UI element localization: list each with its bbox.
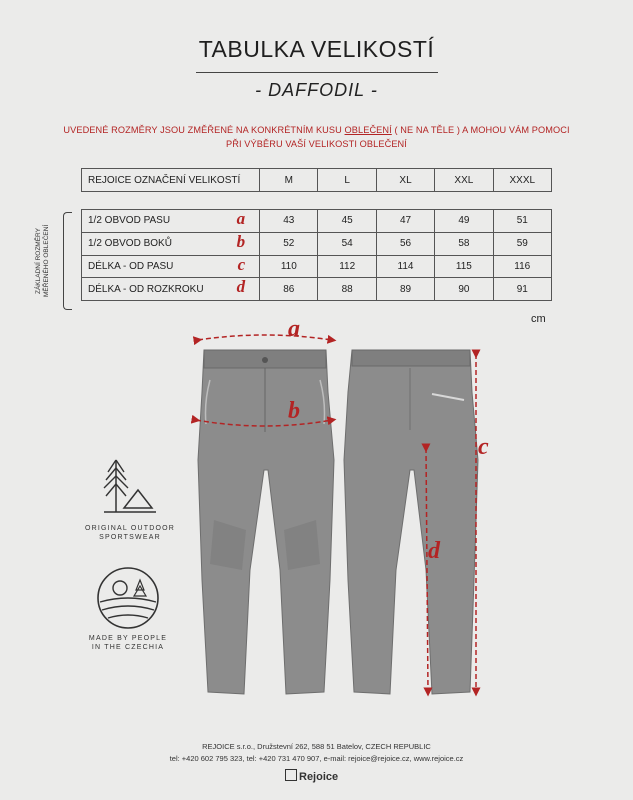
outdoor-line-2: SPORTSWEAR (99, 534, 161, 541)
table-cell: 88 (318, 278, 376, 301)
table-cell: 52 (260, 232, 318, 255)
table-cell: 43 (260, 210, 318, 233)
czech-badge-text (58, 634, 198, 652)
notice-text-3: PŘI VÝBĚRU VAŠÍ VELIKOSTI OBLEČENÍ (226, 139, 407, 149)
table-cell: 49 (435, 210, 493, 233)
table-row (82, 255, 552, 278)
table-cell: 110 (260, 255, 318, 278)
notice-text-2: ( NE NA TĚLE ) A MOHOU VÁM POMOCI (391, 125, 570, 135)
table-cell: 116 (493, 255, 551, 278)
product-name: - DAFFODIL - (255, 80, 378, 100)
row-letter: a (236, 209, 246, 228)
table-cell: 89 (376, 278, 434, 301)
table-cell: 112 (318, 255, 376, 278)
czech-line-2: IN THE CZECHIA (91, 644, 165, 651)
row-label (82, 278, 260, 301)
row-letter: b (236, 231, 246, 251)
page-title: TABULKA VELIKOSTÍ (198, 36, 435, 62)
company-contacts: tel: +420 602 795 323, tel: +420 731 470 907, e-mail: rejoice@rejoice.cz, www.rejoice.cz (169, 754, 464, 763)
outdoor-line-1: ORIGINAL OUTDOOR (84, 525, 176, 532)
measure-c-letter: c (478, 434, 489, 460)
front-pants (198, 350, 334, 694)
czech-line-1: MADE BY PEOPLE (88, 635, 168, 642)
title-divider (196, 72, 438, 73)
back-pants (344, 350, 478, 694)
table-cell: 58 (435, 232, 493, 255)
row-label (82, 210, 260, 233)
unit-label: cm (531, 313, 546, 325)
size-header-table (81, 168, 552, 192)
measure-d-letter: d (428, 538, 440, 564)
table-row (82, 210, 552, 233)
size-header-cell: XL (376, 169, 434, 192)
size-header-cell: L (318, 169, 376, 192)
measurement-notice (60, 123, 573, 151)
measurement-table (81, 209, 552, 301)
outdoor-badge-text (60, 524, 200, 542)
logo-text: Rejoice (299, 771, 339, 783)
row-letter: c (237, 254, 246, 274)
row-letter: d (236, 277, 246, 297)
logo-mark-icon (285, 769, 297, 781)
table-cell: 47 (376, 210, 434, 233)
measure-a-arrow (198, 335, 332, 340)
row-label (82, 255, 260, 278)
table-row (82, 278, 552, 301)
measure-a-letter: a (288, 316, 300, 342)
row-label-text: 1/2 OBVOD PASU (88, 215, 171, 227)
table-cell: 90 (435, 278, 493, 301)
row-label-text: DÉLKA - OD ROZKROKU (88, 283, 204, 295)
row-label-text: 1/2 OBVOD BOKŮ (88, 238, 172, 250)
notice-text-1: UVEDENÉ ROZMĚRY JSOU ZMĚŘENÉ NA KONKRÉTNÍM KUSU (63, 125, 345, 135)
table-cell: 91 (493, 278, 551, 301)
company-address: REJOICE s.r.o., Družstevní 262, 588 51 Batelov, CZECH REPUBLIC (202, 742, 431, 751)
table-cell: 114 (376, 255, 434, 278)
table-cell: 115 (435, 255, 493, 278)
pants-diagram (180, 320, 520, 710)
landscape-circle-icon (96, 566, 160, 630)
row-label-text: DÉLKA - OD PASU (88, 260, 174, 272)
table-cell: 86 (260, 278, 318, 301)
tent-tree-icon (100, 456, 160, 518)
table-row (82, 232, 552, 255)
table-cell: 54 (318, 232, 376, 255)
size-header-cell: M (260, 169, 318, 192)
row-label (82, 232, 260, 255)
table-cell: 59 (493, 232, 551, 255)
size-header-row (82, 169, 552, 192)
table-cell: 45 (318, 210, 376, 233)
table-cell: 51 (493, 210, 551, 233)
notice-underlined-word: OBLEČENÍ (344, 125, 392, 135)
size-header-label: REJOICE OZNAČENÍ VELIKOSTÍ (82, 169, 260, 192)
rejoice-logo (285, 769, 338, 783)
table-cell: 56 (376, 232, 434, 255)
size-header-cell: XXXL (493, 169, 551, 192)
side-note: ZÁKLADNÍ ROZMĚRY MĚŘENÉHO OBLEČENÍ (35, 224, 50, 298)
measure-b-letter: b (288, 398, 300, 424)
size-header-cell: XXL (435, 169, 493, 192)
